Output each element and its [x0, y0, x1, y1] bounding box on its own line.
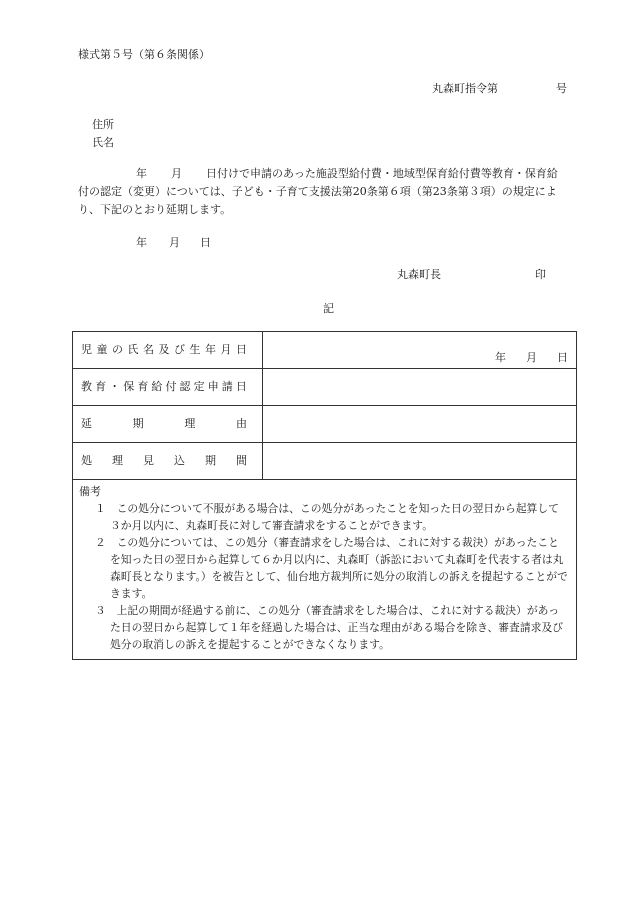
note-item-3: ３ 上記の期間が経過する前に、この処分（審査請求をした場合は、これに対する裁決）があった日の翌日から起算して１年を経過した場合は、正当な理由がある場合を除き、審査請求及び処分の取消しの訴えを提起することができなくなります。: [95, 604, 564, 651]
document-number: [432, 82, 567, 95]
label-char: び: [174, 343, 185, 357]
label-char: 見: [143, 454, 154, 468]
label-char: 間: [236, 454, 247, 468]
notes-heading: 備考: [79, 485, 101, 498]
label-char: 日: [236, 343, 247, 357]
document-number-suffix: 号: [556, 82, 567, 95]
dob-month: 月: [526, 350, 537, 364]
table-row: [73, 443, 577, 480]
body-line-1: [78, 165, 578, 183]
notes-section: [73, 480, 577, 660]
mayor-signature: [397, 268, 546, 281]
label-char: 育: [95, 380, 107, 394]
label-text: [81, 417, 247, 430]
value-processing-period[interactable]: [263, 443, 577, 480]
label-char: 理: [184, 417, 196, 431]
label-child-name-dob: [73, 332, 263, 369]
label-char: 付: [165, 380, 177, 394]
form-number: 様式第５号（第６条関係）: [78, 48, 210, 61]
label-text: [81, 343, 247, 356]
address-label: 住所: [92, 118, 114, 131]
label-application-date: [73, 369, 263, 406]
body-line-2: 付の認定（変更）については、子ども・子育て支援法第20条第６項（第23条第３項）の規定によ: [78, 185, 557, 198]
label-char: 定: [193, 380, 205, 394]
issue-day: 日: [200, 236, 211, 249]
note-item-2: ２ この処分については、この処分（審査請求をした場合は、これに対する裁決）があったことを知った日の翌日から起算して６か月以内に、丸森町（訴訟において丸森町を代表する者は丸森町長となります。）を被告として、仙台地方裁判所に処分の取消しの訴えを提起することができます。: [95, 536, 568, 600]
body-line-3: り、下記のとおり延期します。: [78, 203, 232, 216]
label-char: 月: [220, 343, 232, 357]
label-char: 請: [221, 380, 233, 394]
label-char: 日: [235, 380, 247, 394]
table-row: [73, 480, 577, 660]
body-month: 月: [171, 167, 182, 180]
ki-heading: 記: [323, 302, 334, 315]
dob-year: 年: [495, 350, 506, 364]
label-char: 処: [81, 454, 92, 468]
label-char: 童: [96, 343, 108, 357]
document-number-prefix: 丸森町指令第: [432, 82, 498, 95]
dob-date: [495, 351, 568, 364]
table-row: [73, 332, 577, 369]
body-year: 年: [136, 167, 147, 180]
label-char: 年: [205, 343, 216, 357]
label-text: [81, 380, 247, 393]
label-char: 氏: [127, 343, 139, 357]
label-char: 保: [123, 380, 135, 394]
label-char: 生: [189, 343, 201, 357]
mayor-title: 丸森町長: [397, 268, 441, 281]
value-postpone-reason[interactable]: [263, 406, 577, 443]
label-char: 認: [179, 380, 191, 394]
seal-mark: 印: [535, 268, 546, 281]
issue-date: [136, 236, 211, 249]
body-text: [78, 165, 578, 219]
table-row: [73, 369, 577, 406]
label-char: 児: [81, 343, 92, 357]
label-text: [81, 454, 247, 467]
label-char: 及: [158, 343, 170, 357]
label-char: 期: [205, 454, 216, 468]
label-postpone-reason: [73, 406, 263, 443]
value-child-name-dob[interactable]: [263, 332, 577, 369]
label-char: 由: [235, 417, 247, 431]
dob-day: 日: [557, 350, 568, 364]
label-char: 育: [137, 380, 149, 394]
value-application-date[interactable]: [263, 369, 577, 406]
body-line-1-rest: 日付けで申請のあった施設型給付費・地域型保育給付費等教育・保育給: [206, 167, 558, 180]
table-row: [73, 406, 577, 443]
label-char: の: [112, 343, 123, 357]
details-table: [72, 331, 577, 660]
note-item-1: １ この処分について不服がある場合は、この処分があったことを知った日の翌日から起算して３か月以内に、丸森町長に対して審査請求をすることができます。: [95, 502, 559, 532]
label-char: ・: [109, 380, 121, 394]
label-char: 期: [132, 417, 144, 431]
label-char: 理: [112, 454, 123, 468]
label-char: 給: [151, 380, 163, 394]
issue-month: 月: [169, 236, 180, 249]
label-char: 申: [207, 380, 219, 394]
label-char: 延: [81, 417, 92, 431]
issue-year: 年: [136, 236, 147, 249]
name-label: 氏名: [92, 136, 114, 149]
label-char: 名: [143, 343, 154, 357]
label-processing-period: [73, 443, 263, 480]
label-char: 教: [81, 380, 92, 394]
label-char: 込: [174, 454, 185, 468]
